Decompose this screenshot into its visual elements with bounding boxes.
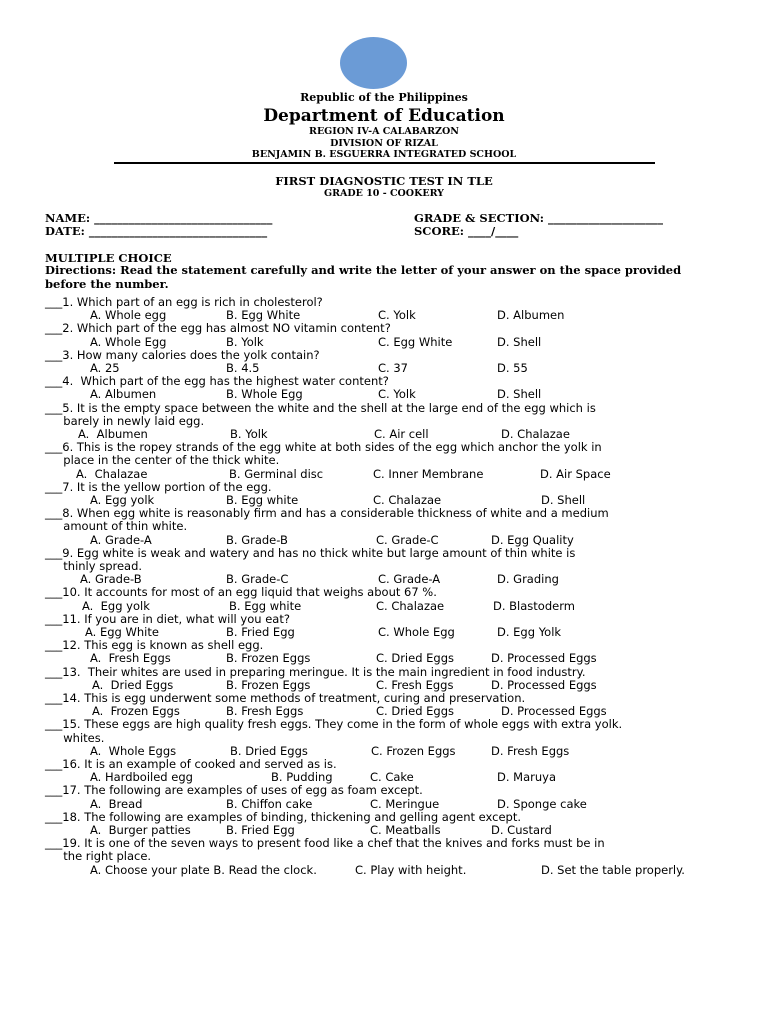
answer-choice: D. Processed Eggs: [491, 651, 597, 666]
answer-choice: C. Grade-A: [378, 572, 441, 587]
question-text: ___9. Egg white is weak and watery and has no thick white but large amount of thin white is: [45, 545, 576, 560]
answer-choice: B. Frozen Eggs: [226, 677, 311, 692]
answer-choice: D. Shell: [497, 387, 542, 402]
answer-choice: D. Blastoderm: [493, 598, 575, 613]
answer-choice: C. Play with height.: [355, 862, 467, 877]
answer-choice: C. Dried Eggs: [376, 704, 455, 719]
answer-choice: B. Egg white: [229, 598, 302, 613]
answer-choice: A. Grade-A: [90, 532, 152, 547]
answer-choice: C. Meatballs: [370, 823, 441, 837]
answer-choice: A. Albumen: [78, 427, 148, 441]
question-text: ___12. This egg is known as shell egg.: [45, 638, 264, 653]
name-field[interactable]: NAME: _______________________________: [45, 211, 273, 225]
question-text: ___19. It is one of the seven ways to present food like a chef that the knives and forks must be in: [45, 836, 605, 851]
grade-section-field[interactable]: GRADE & SECTION: ____________________: [414, 211, 663, 225]
score-field[interactable]: SCORE: ____/____: [414, 224, 519, 238]
answer-choice: B. Chiffon cake: [226, 796, 313, 811]
answer-choice: C. Inner Membrane: [373, 466, 484, 481]
answer-choice: D. Custard: [491, 823, 552, 837]
header-division: DIVISION OF RIZAL: [330, 138, 438, 149]
answer-choice: B. Germinal disc: [229, 466, 324, 481]
question-text: ___7. It is the yellow portion of the egg.: [45, 479, 272, 494]
answer-choice: A. Fresh Eggs: [90, 651, 171, 666]
header-region: REGION IV-A CALABARZON: [309, 126, 459, 137]
answer-choice: B. Whole Egg: [226, 387, 303, 402]
question-text: thinly spread.: [45, 559, 143, 573]
answer-choice: D. Maruya: [497, 770, 557, 785]
answer-choice: B. Pudding: [271, 770, 333, 785]
answer-choice: A. Whole Eggs: [90, 743, 177, 758]
header-republic: Republic of the Philippines: [300, 91, 468, 104]
answer-choice: B. Grade-B: [226, 532, 288, 547]
answer-choice: A. Albumen: [90, 387, 157, 402]
answer-choice: C. 37: [378, 361, 408, 375]
answer-choice: C. Dried Eggs: [376, 651, 455, 666]
header-divider: [114, 162, 655, 164]
question-text: ___17. The following are examples of uses of egg as foam except.: [45, 783, 423, 798]
question-text: amount of thin white.: [45, 519, 188, 534]
directions: Directions: Read the statement carefully and write the letter of your answer on the space provided before the number.: [45, 263, 682, 291]
question-text: ___18. The following are examples of binding, thickening and gelling agent except.: [45, 809, 521, 824]
answer-choice: D. Processed Eggs: [501, 704, 607, 719]
answer-choice: D. Shell: [541, 493, 586, 507]
answer-choice: A. Whole egg: [90, 308, 167, 323]
answer-choice: A. Dried Eggs: [92, 677, 174, 692]
question-text: ___16. It is an example of cooked and served as is.: [45, 757, 337, 771]
answer-choice: A. Chalazae: [76, 466, 148, 481]
answer-choice: D. Set the table properly.: [541, 862, 685, 877]
answer-choice: C. Chalazae: [373, 493, 442, 507]
answer-choice: C. Fresh Eggs: [376, 677, 454, 692]
answer-choice: B. Yolk: [230, 427, 268, 441]
answer-choice: A. Egg yolk: [90, 493, 155, 507]
question-text: ___2. Which part of the egg has almost NO vitamin content?: [45, 321, 391, 336]
answer-choice: D. Albumen: [497, 308, 565, 323]
answer-choice: B. 4.5: [226, 361, 260, 375]
answer-choice: C. Air cell: [374, 427, 429, 441]
answer-choice: D. Egg Quality: [491, 532, 574, 547]
answer-choice: A. Bread: [90, 796, 143, 811]
header-school: BENJAMIN B. ESGUERRA INTEGRATED SCHOOL: [251, 149, 517, 160]
question-text: ___6. This is the ropey strands of the egg white at both sides of the egg which anchor the yolk in: [45, 440, 602, 455]
date-field[interactable]: DATE: _______________________________: [45, 224, 268, 238]
answer-choice: D. Chalazae: [501, 427, 570, 441]
header-department: Department of Education: [263, 106, 505, 126]
question-text: ___3. How many calories does the yolk contain?: [45, 347, 320, 362]
answer-choice: C. Chalazae: [376, 598, 445, 613]
answer-choice: B. Egg white: [226, 493, 299, 507]
answer-choice: C. Frozen Eggs: [371, 743, 456, 758]
answer-choice: A. Burger patties: [90, 823, 191, 837]
answer-choice: A. Grade-B: [80, 572, 142, 587]
section-heading: MULTIPLE CHOICE: [45, 251, 172, 265]
question-text: ___10. It accounts for most of an egg liquid that weighs about 67 %.: [45, 585, 437, 600]
answer-choice: A. Whole Egg: [90, 334, 167, 349]
answer-choice: D. 55: [497, 361, 528, 375]
test-subtitle: GRADE 10 - COOKERY: [324, 188, 444, 199]
answer-choice: C. Grade-C: [376, 532, 439, 547]
deped-seal: [340, 37, 407, 89]
answer-choice: B. Fresh Eggs: [226, 704, 304, 719]
answer-choice: C. Yolk: [378, 387, 416, 402]
answer-choice: B. Dried Eggs: [230, 743, 308, 758]
answer-choice: C. Whole Egg: [378, 625, 455, 639]
answer-choice: D. Processed Eggs: [491, 677, 597, 692]
question-text: ___11. If you are in diet, what will you eat?: [45, 611, 290, 626]
answer-choice: D. Egg Yolk: [497, 625, 562, 639]
answer-choice: A. Egg yolk: [82, 598, 150, 613]
answer-choice: C. Yolk: [378, 308, 416, 323]
question-text: ___4. Which part of the egg has the highest water content?: [45, 374, 389, 389]
question-text: ___8. When egg white is reasonably firm and has a considerable thickness of white and a medium: [45, 506, 609, 521]
answer-choice: C. Cake: [370, 770, 414, 785]
answer-choice: B. Frozen Eggs: [226, 651, 311, 666]
answer-choice: A. 25: [90, 361, 120, 375]
answer-choice: D. Shell: [497, 334, 542, 349]
answer-choice: B. Yolk: [226, 334, 264, 349]
answer-choice: C. Meringue: [370, 796, 440, 811]
answer-choice: B. Egg White: [226, 308, 301, 323]
question-text: ___14. This is egg underwent some methods of treatment, curing and preservation.: [45, 691, 526, 705]
answer-choice: B. Fried Egg: [226, 625, 295, 639]
answer-choice: D. Fresh Eggs: [491, 743, 570, 758]
question-text: place in the center of the thick white.: [45, 453, 280, 468]
question-text: the right place.: [45, 849, 152, 864]
test-title: FIRST DIAGNOSTIC TEST IN TLE: [275, 174, 493, 188]
answer-choice: C. Egg White: [378, 334, 453, 349]
answer-choice: A. Frozen Eggs: [92, 704, 180, 719]
answer-choice: D. Sponge cake: [497, 796, 587, 811]
question-text: whites.: [45, 730, 105, 745]
answer-choice: D. Air Space: [540, 466, 611, 481]
question-text: ___13. Their whites are used in preparing meringue. It is the main ingredient in food industry.: [45, 664, 586, 679]
question-text: ___1. Which part of an egg is rich in cholesterol?: [45, 295, 323, 309]
question-text: ___5. It is the empty space between the white and the shell at the large end of the egg which is: [45, 400, 596, 415]
answer-choice: A. Hardboiled egg: [90, 770, 193, 785]
answer-choice: A. Choose your plate B. Read the clock.: [90, 862, 317, 877]
answer-choice: D. Grading: [497, 572, 559, 587]
answer-choice: A. Egg White: [85, 625, 159, 639]
answer-choice: B. Fried Egg: [226, 823, 295, 837]
answer-choice: B. Grade-C: [226, 572, 289, 587]
question-text: ___15. These eggs are high quality fresh eggs. They come in the form of whole eggs with extra yolk.: [45, 717, 623, 732]
question-text: barely in newly laid egg.: [45, 413, 205, 428]
